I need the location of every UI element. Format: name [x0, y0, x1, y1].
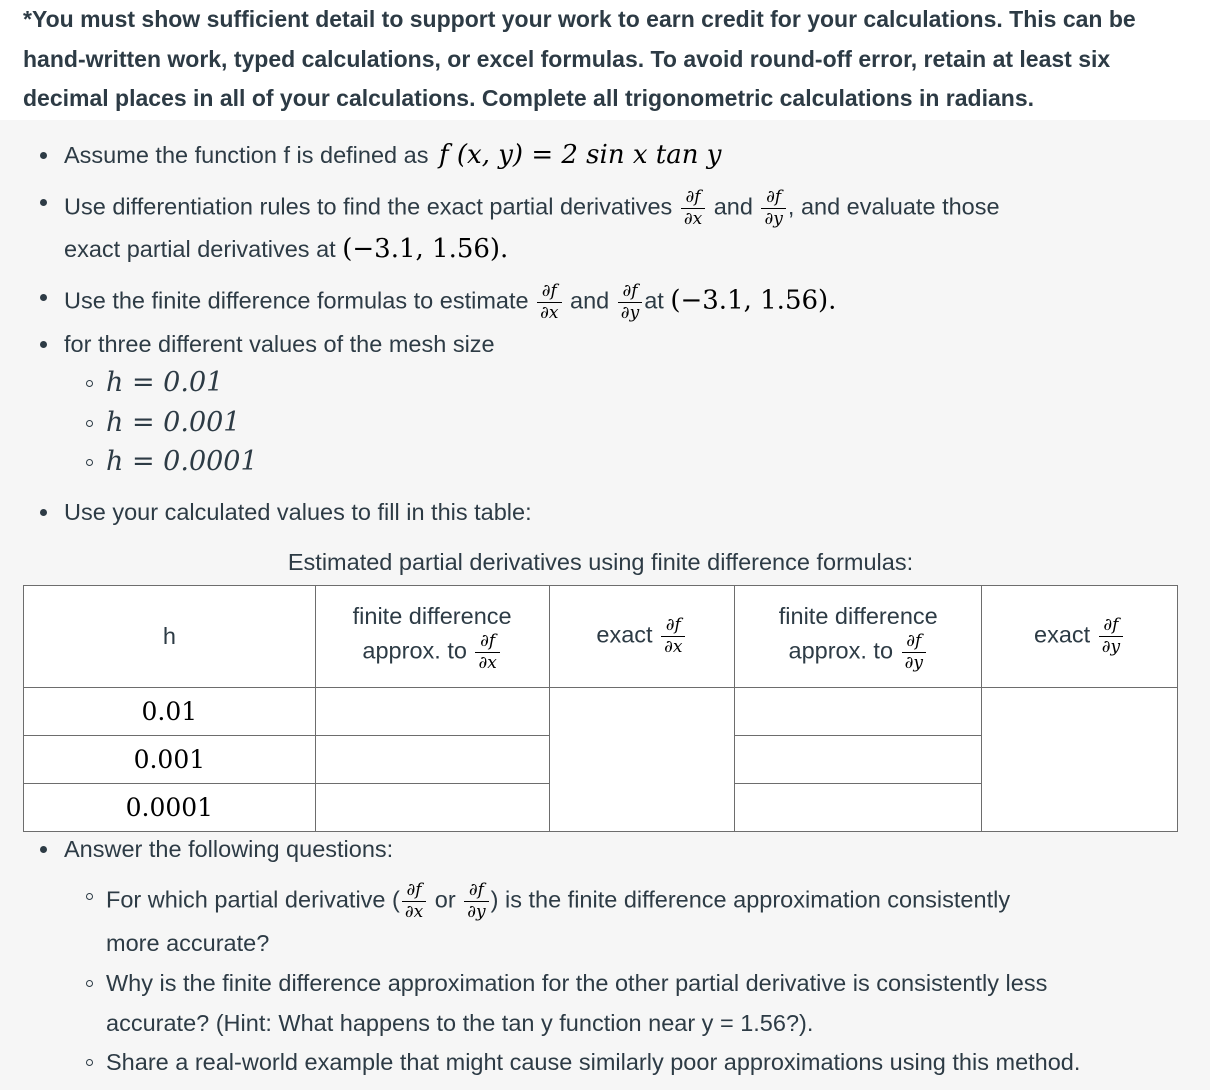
fraction-numerator: ∂f [681, 188, 705, 209]
bullet-text: Use the finite difference formulas to estimate [64, 287, 529, 314]
partial-fx-fraction [661, 616, 685, 657]
header-line [316, 632, 549, 673]
bullet-dot [40, 294, 47, 301]
header-exact-dx [549, 586, 735, 688]
question-3: Share a real-world example that might cause similarly poor approximations using this method. [106, 1049, 1081, 1075]
fd-dy-cell[interactable] [735, 688, 982, 736]
fd-dy-cell[interactable] [735, 784, 982, 832]
sub-bullet-circle [86, 420, 93, 427]
question-2: Why is the finite difference approximation for the other partial derivative is consistently less [106, 970, 1048, 996]
h-value: 0.0001 [125, 793, 214, 822]
bullet-dot [40, 199, 47, 206]
fraction-numerator: ∂f [537, 282, 561, 303]
bullet-function-definition [64, 140, 721, 170]
header-text: approx. to [362, 637, 467, 664]
instructions-paragraph: *You must show sufficient detail to support your work to earn credit for your calculations. This can be hand-written work, typed calculations, or excel formulas. To avoid round-off error, retain at least six decimal places in all of your calculations. Complete all trigonometric calculations in radians. [23, 6, 1136, 111]
h-value-cell [24, 784, 316, 832]
results-table [23, 585, 1178, 832]
h-value-cell [24, 736, 316, 784]
bullet-exact-partials-line2 [64, 234, 508, 264]
sub-bullet-circle [86, 980, 93, 987]
bullet-text: Assume the function f is defined as [64, 142, 429, 168]
fraction-denominator: ∂x [664, 637, 683, 657]
question-1-line2: more accurate? [106, 930, 270, 956]
fraction-numerator: ∂f [661, 616, 685, 637]
bullet-text: exact partial derivatives at [64, 236, 336, 262]
header-exact-dy [982, 586, 1178, 688]
header-text: exact [1034, 621, 1091, 648]
partial-fx-fraction [475, 632, 499, 673]
fraction-denominator: ∂y [904, 653, 923, 673]
fraction-denominator: ∂y [620, 303, 640, 323]
fraction-denominator: ∂y [467, 902, 486, 922]
bullet-dot [40, 846, 47, 853]
bullet-dot [40, 152, 47, 159]
evaluation-point: (−3.1, 1.56). [342, 234, 509, 264]
bullet-exact-partials [64, 188, 1000, 229]
h-value-cell [24, 688, 316, 736]
header-line: finite difference [352, 603, 512, 629]
partial-fy-fraction [902, 632, 926, 673]
bullet-dot [40, 341, 47, 348]
header-text: approx. to [788, 637, 894, 664]
partial-fx-fraction [681, 188, 705, 229]
fraction-denominator: ∂y [764, 209, 783, 229]
function-formula: f (x, y) = 2 sin x tan y [439, 140, 722, 170]
sub-bullet-circle [86, 459, 93, 466]
bullet-dot [40, 509, 47, 516]
header-fd-dy [735, 586, 982, 688]
fd-dx-cell[interactable] [315, 688, 549, 736]
h-value: 0.001 [133, 745, 206, 774]
fraction-denominator: ∂x [540, 303, 559, 323]
fraction-numerator: ∂f [618, 282, 642, 303]
partial-fy-fraction [761, 188, 785, 229]
header-fd-dx [315, 586, 549, 688]
evaluation-point: (−3.1, 1.56). [670, 285, 837, 316]
fraction-denominator: ∂x [404, 902, 424, 922]
bullet-finite-difference [64, 282, 836, 323]
fraction-denominator: ∂x [478, 653, 497, 673]
fraction-numerator: ∂f [475, 632, 499, 653]
header-h [24, 586, 316, 688]
fraction-denominator: ∂y [1101, 637, 1121, 657]
table-row [24, 688, 1178, 736]
header-line: finite difference [778, 603, 938, 629]
question-1 [106, 881, 1010, 922]
and-text: and [713, 193, 753, 220]
mesh-size-1: h = 0.01 [106, 367, 224, 398]
exact-dy-cell[interactable] [982, 688, 1178, 832]
fd-dy-cell[interactable] [735, 736, 982, 784]
bullet-fill-table: Use your calculated values to fill in this table: [64, 499, 532, 525]
fraction-numerator: ∂f [1099, 616, 1123, 637]
partial-fy-fraction [1099, 616, 1123, 657]
fraction-numerator: ∂f [464, 881, 488, 902]
fd-dx-cell[interactable] [315, 736, 549, 784]
sub-bullet-circle [86, 893, 93, 900]
and-text: and [570, 287, 610, 314]
fraction-numerator: ∂f [402, 881, 426, 902]
mesh-size-2: h = 0.001 [106, 407, 241, 438]
header-text: exact [596, 621, 653, 648]
question-text: For which partial derivative ( [106, 886, 400, 913]
fraction-numerator: ∂f [902, 632, 926, 653]
questions-intro: Answer the following questions: [64, 836, 394, 862]
header-h-label: h [162, 623, 176, 649]
exact-dx-cell[interactable] [549, 688, 735, 832]
bullet-text: Use differentiation rules to find the exact partial derivatives [64, 193, 673, 220]
header-line [735, 632, 981, 673]
fraction-numerator: ∂f [761, 188, 785, 209]
question-text: ) is the finite difference approximation consistently [490, 886, 1011, 913]
at-text: at [644, 287, 664, 314]
table-header-row [24, 586, 1178, 688]
table-caption: Estimated partial derivatives using finite difference formulas: [287, 549, 914, 575]
h-value: 0.01 [141, 697, 198, 726]
mesh-size-3: h = 0.0001 [106, 446, 258, 477]
partial-fy-fraction [464, 881, 488, 922]
partial-fy-fraction [618, 282, 642, 323]
bullet-mesh-size: for three different values of the mesh size [64, 331, 495, 357]
bullet-text-tail: , and evaluate those [787, 193, 1000, 220]
sub-bullet-circle [86, 1059, 93, 1066]
fd-dx-cell[interactable] [315, 784, 549, 832]
or-text: or [434, 886, 456, 913]
partial-fx-fraction [402, 881, 426, 922]
sub-bullet-circle [86, 380, 93, 387]
partial-fx-fraction [537, 282, 561, 323]
question-2-line2: accurate? (Hint: What happens to the tan y function near y = 1.56?). [106, 1010, 814, 1036]
fraction-denominator: ∂x [683, 209, 703, 229]
